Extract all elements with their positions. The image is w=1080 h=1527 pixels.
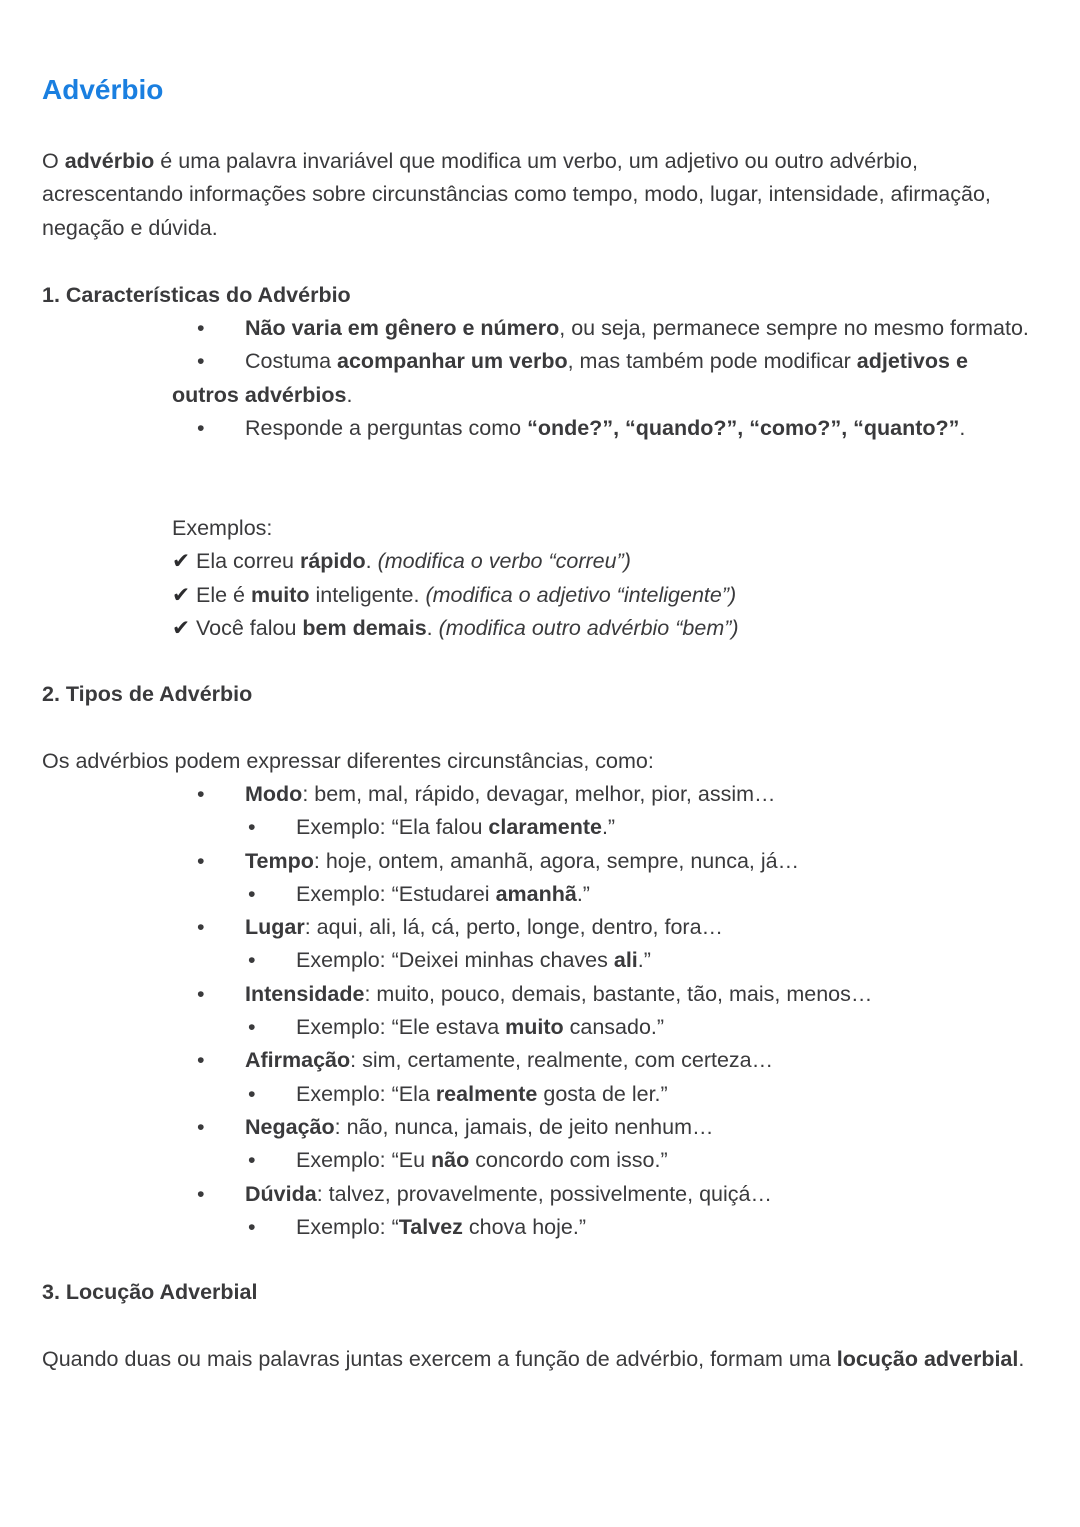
type-example: • Exemplo: “Ela falou claramente.” xyxy=(42,811,1032,844)
type-name: Negação xyxy=(245,1114,335,1139)
bullet-icon: • xyxy=(197,915,205,940)
type-example: • Exemplo: “Ele estava muito cansado.” xyxy=(42,1011,1032,1044)
example-line: ✔ Ele é muito inteligente. (modifica o adjetivo “inteligente”) xyxy=(172,582,737,607)
checkmark-icon: ✔ xyxy=(172,615,191,640)
checkmark-icon: ✔ xyxy=(172,549,191,574)
type-name: Dúvida xyxy=(245,1181,317,1206)
bullet-icon: • xyxy=(197,848,205,873)
type-item xyxy=(42,778,1032,811)
bullet-icon: • xyxy=(248,1214,256,1239)
bullet-icon: • xyxy=(197,1048,205,1073)
examples-label: Exemplos: xyxy=(172,516,273,540)
type-list: : hoje, ontem, amanhã, agora, sempre, nunca, já… xyxy=(313,848,800,873)
list-item: • Não varia em gênero e número, ou seja, permanece sempre no mesmo formato. xyxy=(42,312,1032,345)
type-list: : aqui, ali, lá, cá, perto, longe, dentro, fora… xyxy=(304,915,724,940)
type-item xyxy=(42,911,1032,944)
bullet-icon: • xyxy=(248,1081,256,1106)
type-name: Lugar xyxy=(245,915,305,940)
type-name: Tempo xyxy=(245,848,314,873)
bullet-icon: • xyxy=(248,1015,256,1040)
section3-heading: 3. Locução Adverbial xyxy=(42,1280,258,1304)
list-item: • Responde a perguntas como “onde?”, “quando?”, “como?”, “quanto?”. xyxy=(42,412,1032,445)
list-item: • Costuma acompanhar um verbo, mas também pode modificar adjetivos e outros advérbios. xyxy=(42,345,1032,412)
bullet-icon: • xyxy=(248,1148,256,1173)
page-title: Advérbio xyxy=(42,74,164,105)
type-list: : talvez, provavelmente, possivelmente, quiçá… xyxy=(316,1181,772,1206)
section3-paragraph: Quando duas ou mais palavras juntas exercem a função de advérbio, formam uma locução adverbial. xyxy=(42,1347,1025,1371)
type-name: Modo xyxy=(245,782,303,806)
type-list: : não, nunca, jamais, de jeito nenhum… xyxy=(334,1114,714,1139)
checkmark-icon: ✔ xyxy=(172,582,191,607)
types-list xyxy=(42,778,1032,1244)
type-example: • Exemplo: “Estudarei amanhã.” xyxy=(42,878,1032,911)
example-line: ✔ Ela correu rápido. (modifica o verbo “correu”) xyxy=(172,549,631,574)
type-example: • Exemplo: “Eu não concordo com isso.” xyxy=(42,1144,1032,1177)
bullet-icon: • xyxy=(197,349,205,374)
type-name: Intensidade xyxy=(245,981,365,1006)
type-list: : muito, pouco, demais, bastante, tão, mais, menos… xyxy=(364,981,873,1006)
characteristics-list xyxy=(42,312,1032,445)
type-list: : sim, certamente, realmente, com certeza… xyxy=(350,1048,774,1073)
type-name: Afirmação xyxy=(245,1048,351,1073)
type-item xyxy=(42,1111,1032,1144)
type-list: : bem, mal, rápido, devagar, melhor, pior, assim… xyxy=(302,782,776,806)
bullet-icon: • xyxy=(197,316,205,340)
type-example: • Exemplo: “Ela realmente gosta de ler.” xyxy=(42,1078,1032,1111)
bullet-icon: • xyxy=(248,948,256,973)
bullet-icon: • xyxy=(197,981,205,1006)
bullet-icon: • xyxy=(248,881,256,906)
type-item xyxy=(42,1044,1032,1077)
bullet-icon: • xyxy=(248,815,256,840)
type-item xyxy=(42,978,1032,1011)
type-item xyxy=(42,1178,1032,1211)
bullet-icon: • xyxy=(197,1114,205,1139)
bullet-icon: • xyxy=(197,782,205,806)
examples-block xyxy=(42,512,1032,645)
type-example: • Exemplo: “Talvez chova hoje.” xyxy=(42,1211,1032,1244)
intro-paragraph: O advérbio é uma palavra invariável que modifica um verbo, um adjetivo ou outro advérbio, acrescentando informações sobre circunstâncias como tempo, modo, lugar, intensidade, afirmação, negação e dúvida. xyxy=(42,149,991,240)
example-line: ✔ Você falou bem demais. (modifica outro advérbio “bem”) xyxy=(172,615,739,640)
section2-heading: 2. Tipos de Advérbio xyxy=(42,682,253,706)
type-item xyxy=(42,845,1032,878)
bullet-icon: • xyxy=(197,415,205,440)
section2-lead: Os advérbios podem expressar diferentes circunstâncias, como: xyxy=(42,749,654,773)
section1-heading: 1. Características do Advérbio xyxy=(42,283,351,307)
bullet-icon: • xyxy=(197,1181,205,1206)
type-example: • Exemplo: “Deixei minhas chaves ali.” xyxy=(42,944,1032,977)
